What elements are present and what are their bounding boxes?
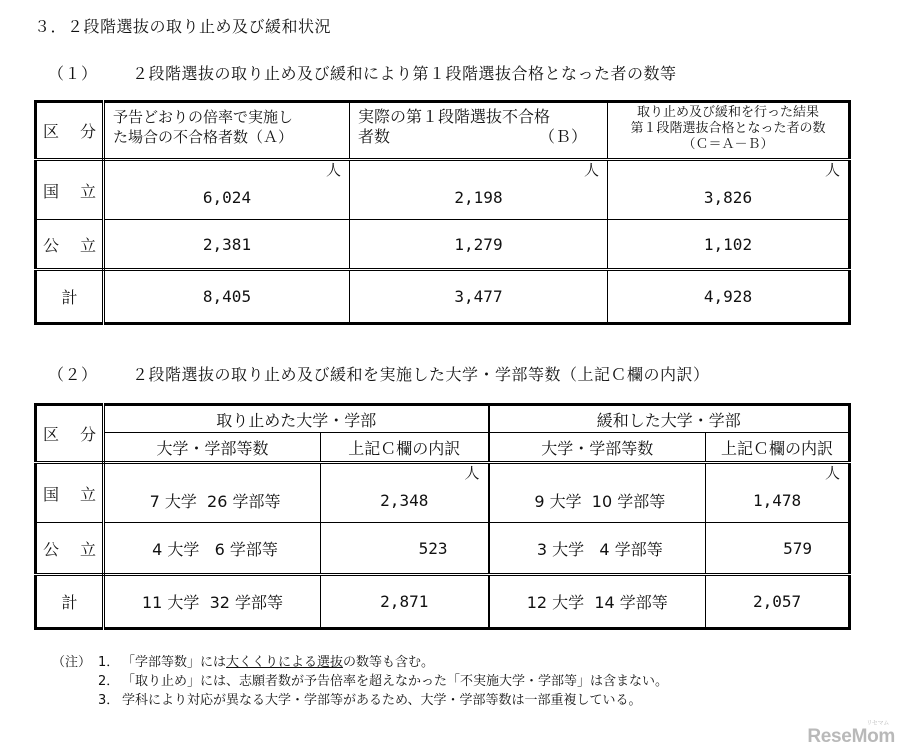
header-col-c-line2: 第１段階選抜合格となった者の数 [630, 121, 826, 136]
header-col-a-line2: た場合の不合格者数（Ａ） [113, 128, 294, 146]
row-label-char1: 国 [43, 181, 60, 201]
row-label-total: 計 [36, 270, 104, 324]
cell-g2-value-public: 579 [706, 523, 850, 575]
header-col-c-line1: 取り止め及び緩和を行った結果 [636, 105, 819, 120]
cell-g2-count-public: 3 大学 4 学部等 [489, 523, 706, 575]
value-text: 3,826 [703, 187, 753, 207]
cell-g2-value-national [706, 463, 850, 523]
cell-a-public: 2,381 [104, 220, 350, 270]
table-row [36, 575, 850, 629]
subheader-breakdown-1: 上記Ｃ欄の内訳 [321, 433, 489, 463]
header-group-discontinued: 取り止めた大学・学部 [104, 405, 489, 433]
cell-b-national [350, 160, 608, 220]
cell-g2-count-national: 9 大学 10 学部等 [489, 463, 706, 523]
unit-label: 人 [583, 161, 599, 179]
unit-label: 人 [464, 464, 480, 482]
cell-g1-value-public: 523 [321, 523, 489, 575]
table-row [36, 270, 850, 324]
header-col-b-suffix: （Ｂ） [538, 127, 587, 146]
section1-number: （１） [48, 64, 98, 83]
cell-c-national [608, 160, 850, 220]
value-text: 2,198 [454, 187, 503, 207]
table-row [36, 160, 850, 220]
cell-c-total: 4,928 [608, 270, 850, 324]
value-text: 6,024 [202, 187, 252, 207]
table-row [36, 463, 850, 523]
section1-title: ２段階選抜の取り止め及び緩和により第１段階選抜合格となった者の数等 [132, 64, 677, 83]
row-label-char1: 国 [43, 484, 60, 504]
row-label-char2: 立 [79, 181, 96, 201]
subheader-count-2: 大学・学部等数 [489, 433, 706, 463]
cell-b-total: 3,477 [350, 270, 608, 324]
watermark-sub: リセマム [866, 721, 889, 727]
row-label-char1: 公 [43, 539, 60, 559]
header-category-char2: 分 [79, 122, 96, 141]
section2-number: （２） [48, 365, 98, 384]
cell-g2-value-total: 2,057 [706, 575, 850, 629]
cell-g2-count-total: 12 大学 14 学部等 [489, 575, 706, 629]
row-label-public [36, 220, 104, 270]
row-label-public [36, 523, 104, 575]
cell-g1-count-public: 4 大学 6 学部等 [104, 523, 321, 575]
notes [52, 653, 668, 710]
table-university-breakdown [34, 403, 851, 630]
note-item-1 [52, 653, 668, 672]
note-number: 1． [98, 655, 120, 670]
unit-label: 人 [825, 464, 841, 482]
unit-label: 人 [325, 161, 341, 179]
cell-g1-count-total: 11 大学 32 学部等 [104, 575, 321, 629]
table-row [36, 523, 850, 575]
row-label-char2: 立 [79, 484, 96, 504]
header-category-char1: 区 [43, 122, 60, 141]
header-col-a [104, 102, 350, 160]
row-label-national [36, 160, 104, 220]
note-text: 学科により対応が異なる大学・学部等があるため、大学・学部等数は一部重複している。 [122, 693, 642, 708]
header-col-c [608, 102, 850, 160]
cell-a-national [104, 160, 350, 220]
header-col-b-line1: 実際の第１段階選抜不合格 [358, 107, 551, 126]
notes-label: （注） [52, 655, 92, 670]
note-text-post: の数等も含む。 [343, 655, 435, 670]
resemom-watermark-logo [807, 721, 895, 748]
row-label-char2: 立 [79, 235, 96, 255]
note-item-2 [98, 672, 668, 691]
header-category-char1: 区 [43, 425, 60, 444]
header-col-c-line3: （Ｃ＝Ａ－Ｂ） [682, 137, 774, 152]
note-text: 「取り止め」には、志願者数が予告倍率を超えなかった「不実施大学・学部等」は含まない。 [122, 674, 669, 689]
header-col-b-line2: 者数 [358, 127, 391, 146]
note-text-underlined: 大くくりによる選抜 [226, 655, 344, 670]
cell-g1-value-total: 2,871 [321, 575, 489, 629]
subheader-breakdown-2: 上記Ｃ欄の内訳 [706, 433, 850, 463]
value-text: 1,478 [752, 490, 802, 510]
cell-b-public: 1,279 [350, 220, 608, 270]
table-row [36, 220, 850, 270]
header-group-relaxed: 緩和した大学・学部 [489, 405, 850, 433]
note-text-pre: 「学部等数」には [122, 655, 227, 670]
row-label-national [36, 463, 104, 523]
header-category [36, 102, 104, 160]
section2-title: ２段階選抜の取り止め及び緩和を実施した大学・学部等数（上記Ｃ欄の内訳） [132, 365, 710, 384]
table-rejection-counts [34, 100, 851, 325]
cell-g1-value-national [321, 463, 489, 523]
header-category [36, 405, 104, 463]
header-category-char2: 分 [79, 425, 96, 444]
cell-a-total: 8,405 [104, 270, 350, 324]
note-number: 2． [98, 674, 120, 689]
header-col-a-line1: 予告どおりの倍率で実施し [113, 108, 294, 126]
page-heading: ３．２段階選抜の取り止め及び緩和状況 [34, 17, 332, 36]
unit-label: 人 [824, 161, 840, 179]
cell-g1-count-national: 7 大学 26 学部等 [104, 463, 321, 523]
header-col-b [350, 102, 608, 160]
value-text: 2,348 [380, 490, 429, 510]
row-label-char2: 立 [79, 539, 96, 559]
subheader-count-1: 大学・学部等数 [104, 433, 321, 463]
note-number: 3． [98, 693, 120, 708]
watermark-brand: ReseMom [807, 726, 895, 747]
row-label-total: 計 [36, 575, 104, 629]
row-label-char1: 公 [43, 235, 60, 255]
cell-c-public: 1,102 [608, 220, 850, 270]
note-item-3 [98, 691, 668, 710]
